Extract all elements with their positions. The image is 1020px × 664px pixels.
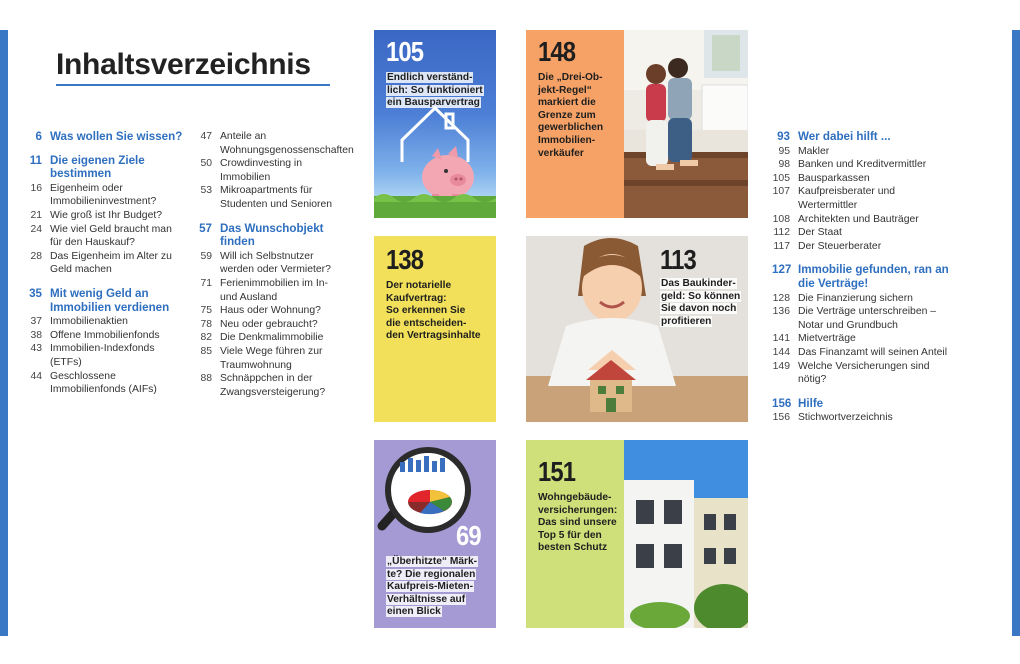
toc-entry[interactable] (194, 250, 346, 277)
toc-page-number: 88 (200, 373, 212, 385)
toc-page-number: 127 (772, 263, 792, 277)
tile-151-caption-line: Top 5 für den (538, 529, 602, 541)
toc-page-number: 50 (200, 158, 212, 170)
toc-entry-title: Immobilienaktien (50, 316, 128, 328)
toc-page-number: 11 (29, 153, 42, 167)
toc-page-number: 128 (772, 292, 790, 304)
toc-section (772, 130, 952, 253)
tile-148-caption (538, 72, 624, 160)
toc-entry-title: Mikroapartments für Studenten und Senioren (220, 185, 333, 210)
toc-entry-title: Crowdinvesting in Immobilien (220, 158, 303, 183)
toc-entry[interactable] (772, 158, 952, 172)
tile-69-caption-line: Kaufpreis-Mieten- (387, 581, 474, 593)
toc-entry[interactable] (772, 360, 952, 387)
toc-entry-title: Viele Wege führen zur Traumwohnung (220, 345, 323, 371)
toc-page-number: 16 (30, 182, 42, 194)
toc-column-3 (772, 130, 952, 425)
tile-151-caption-line: besten Schutz (538, 542, 608, 554)
toc-entry-title: Schnäppchen in der Zwangsversteigerung? (220, 373, 326, 398)
toc-entry[interactable] (772, 172, 952, 186)
toc-entry-title: Der Steuerberater (798, 240, 882, 252)
house-facade-photo (624, 440, 748, 628)
tile-151[interactable] (526, 440, 748, 628)
tile-113-page-number: 113 (660, 244, 696, 275)
toc-page-number: 117 (773, 240, 790, 252)
tile-148-caption-line: jekt-Regel“ (538, 84, 592, 96)
tile-113-caption-line: profitieren (661, 315, 712, 327)
tile-138-caption-line: So erkennen Sie (386, 305, 466, 317)
toc-page-number: 144 (772, 346, 790, 358)
toc-entry[interactable] (194, 157, 346, 184)
toc-entry[interactable] (24, 209, 184, 223)
tile-105[interactable] (374, 30, 496, 218)
toc-entry-title: Makler (798, 145, 830, 157)
couple-on-stairs-photo (624, 30, 748, 218)
toc-entry-title: Wie groß ist Ihr Budget? (50, 209, 163, 221)
toc-page-number: 21 (30, 209, 42, 221)
tile-113[interactable] (526, 236, 748, 422)
toc-entry-title: Die Denkmalimmobilie (220, 332, 324, 344)
tile-148-caption-line: Grenze zum (538, 109, 596, 121)
toc-section (194, 130, 354, 212)
toc-page-number: 37 (30, 316, 42, 328)
toc-entry-title: Mietverträge (798, 333, 856, 345)
tile-105-caption-line: ein Bausparvertrag (387, 97, 480, 109)
tile-138-caption-line: Der notarielle (386, 280, 452, 291)
toc-entry[interactable] (772, 346, 952, 360)
toc-entry[interactable] (194, 130, 354, 157)
toc-page-number: 112 (773, 227, 790, 239)
toc-entry-title: Neu oder gebraucht? (220, 318, 318, 330)
toc-entry-title: Architekten und Bauträger (798, 213, 919, 225)
toc-entry-title: Wie viel Geld braucht man für den Hauskauf? (50, 223, 172, 249)
toc-page-number: 78 (200, 318, 212, 330)
toc-entry[interactable] (194, 318, 346, 332)
tile-148-caption-line: Immobilien- (538, 134, 596, 146)
tile-69-page-number: 69 (456, 520, 481, 551)
toc-entry[interactable] (772, 292, 952, 306)
tile-69-caption-line: Verhältnisse auf (387, 593, 466, 605)
tile-148-caption-line: Die „Drei-Ob- (538, 72, 603, 83)
toc-entry[interactable] (772, 305, 952, 332)
toc-entry[interactable] (194, 184, 346, 211)
tile-69-caption-line: „Überhitzte“ Märk- (387, 556, 478, 567)
toc-chapter-heading[interactable] (772, 397, 952, 411)
toc-entry-title: Anteile an Wohnungsgenossenschaften (220, 131, 354, 156)
toc-entry[interactable] (24, 182, 184, 209)
toc-entry[interactable] (194, 345, 346, 372)
toc-chapter-heading[interactable] (24, 154, 184, 181)
toc-entry-title: Banken und Kreditvermittler (798, 159, 927, 171)
toc-page-number: 107 (772, 186, 790, 198)
tile-113-caption-line: Das Baukinder- (661, 278, 736, 289)
left-edge-bar (0, 30, 8, 636)
toc-section (24, 154, 184, 277)
toc-entry[interactable] (24, 329, 184, 343)
toc-page-number: 53 (200, 185, 212, 197)
toc-entry-title: Geschlossene Immobilienfonds (AIFs) (50, 370, 157, 396)
child-with-toy-house-photo (526, 236, 748, 422)
toc-entry[interactable] (24, 223, 184, 250)
toc-section (24, 130, 184, 144)
toc-page-number: 24 (30, 223, 42, 235)
toc-page-number: 28 (30, 250, 42, 262)
tile-151-caption-line: Wohngebäude- (538, 492, 612, 503)
toc-page-number: 136 (772, 306, 790, 318)
tile-105-page-number: 105 (386, 36, 424, 67)
toc-entry[interactable] (24, 315, 184, 329)
toc-page-number: 43 (30, 343, 42, 355)
page-title: Inhaltsverzeichnis (56, 48, 311, 81)
toc-entry[interactable] (24, 342, 184, 369)
toc-entry[interactable] (772, 185, 952, 212)
toc-entry[interactable] (24, 250, 184, 277)
toc-chapter-title: Hilfe (798, 396, 824, 410)
toc-chapter-heading[interactable] (24, 287, 184, 314)
toc-chapter-title: Immobilie gefunden, ran an die Verträge! (798, 263, 949, 290)
tile-113-caption-line: Sie davon noch (661, 303, 737, 315)
toc-page-number: 47 (200, 131, 212, 142)
toc-entry-title: Kaufpreisberater und Wertermittler (798, 186, 896, 211)
toc-page-number: 156 (772, 396, 792, 410)
toc-page-number: 6 (35, 130, 42, 143)
title-underline (56, 84, 330, 86)
toc-chapter-title: Wer dabei hilft ... (798, 130, 891, 143)
toc-entry[interactable] (194, 304, 346, 318)
toc-chapter-heading[interactable] (194, 222, 346, 249)
toc-entry-title: Das Finanzamt will seinen Anteil (798, 346, 947, 358)
tile-69[interactable] (374, 440, 496, 628)
tile-148-caption-line: gewerblichen (538, 122, 604, 134)
toc-chapter-heading[interactable] (24, 130, 184, 144)
toc-page-number: 35 (29, 286, 42, 300)
tile-105-caption-line: Endlich verständ- (387, 72, 473, 83)
toc-chapter-title: Die eigenen Ziele bestimmen (50, 153, 145, 181)
toc-entry[interactable] (772, 411, 952, 425)
tile-138[interactable] (374, 236, 496, 422)
toc-entry-title: Die Finanzierung sichern (798, 292, 913, 304)
toc-page-number: 59 (200, 250, 212, 262)
tile-148-page-number: 148 (538, 36, 576, 67)
right-edge-bar (1012, 30, 1020, 636)
tile-148-caption-line: verkäufer (538, 147, 584, 159)
toc-page-number: 93 (777, 130, 790, 143)
toc-page-number: 149 (772, 360, 790, 372)
tile-148[interactable] (526, 30, 748, 218)
toc-entry-title: Ferienimmobilien im In- und Ausland (220, 277, 328, 303)
toc-entry-title: Stichwortverzeichnis (798, 412, 893, 424)
toc-column-2 (194, 130, 354, 399)
toc-page-number: 95 (778, 145, 790, 157)
toc-entry-title: Eigenheim oder Immobilieninvestment? (50, 182, 157, 208)
toc-entry-title: Der Staat (798, 227, 842, 239)
tile-69-caption-line: te? Die regionalen (387, 568, 476, 580)
tile-69-caption-line: einen Blick (387, 606, 441, 618)
toc-entry[interactable] (194, 372, 346, 399)
tile-151-caption-line: versicherungen: (538, 504, 618, 516)
tile-138-page-number: 138 (386, 244, 424, 275)
toc-chapter-heading[interactable] (772, 263, 952, 290)
toc-entry-title: Immobilien-Indexfonds (ETFs) (50, 343, 155, 368)
toc-section (24, 287, 184, 397)
toc-entry-title: Offene Immobilienfonds (50, 329, 160, 341)
toc-page-number: 98 (778, 159, 790, 171)
toc-entry-title: Bausparkassen (798, 172, 870, 184)
toc-chapter-heading[interactable] (772, 130, 952, 144)
toc-entry-title: Das Eigenheim im Alter zu Geld machen (50, 250, 172, 276)
toc-entry-title: Welche Versicherungen sind nötig? (798, 360, 930, 386)
toc-entry[interactable] (772, 226, 952, 240)
toc-page-number: 75 (200, 305, 212, 317)
toc-entry[interactable] (194, 331, 346, 345)
tile-105-caption-line: lich: So funktioniert (387, 84, 483, 96)
toc-entry[interactable] (772, 145, 952, 159)
toc-entry[interactable] (772, 240, 952, 254)
tile-151-caption (538, 492, 624, 555)
toc-entry-title: Haus oder Wohnung? (220, 305, 321, 317)
toc-page-number: 71 (200, 277, 212, 289)
toc-page-number: 82 (200, 332, 212, 344)
tile-138-caption-line: die entscheiden- (386, 317, 467, 329)
toc-chapter-title: Was wollen Sie wissen? (50, 130, 183, 143)
toc-page-number: 108 (772, 213, 790, 225)
toc-entry[interactable] (24, 370, 184, 397)
tile-148-caption-line: markiert die (538, 97, 596, 109)
tile-151-caption-line: Das sind unsere (538, 517, 617, 529)
toc-page-number: 57 (199, 221, 212, 235)
toc-chapter-title: Das Wunschobjekt finden (220, 221, 324, 249)
toc-page-number: 141 (772, 333, 790, 345)
toc-page-number: 44 (30, 370, 42, 382)
toc-entry-title: Will ich Selbstnutzer werden oder Vermieter? (220, 250, 331, 276)
tile-138-caption (386, 280, 496, 343)
tile-113-caption (660, 278, 748, 328)
tile-113-caption-line: geld: So können (661, 290, 741, 302)
tile-105-caption (386, 72, 496, 110)
toc-entry-title: Die Verträge unterschreiben – Notar und Grundbuch (798, 306, 937, 331)
toc-page-number: 38 (30, 329, 42, 341)
toc-column-1 (24, 130, 184, 397)
toc-section (772, 397, 952, 425)
toc-section (772, 263, 952, 386)
toc-entry[interactable] (194, 277, 346, 304)
tile-138-caption-line: den Vertragsinhalte (386, 330, 481, 342)
tile-138-caption-line: Kaufvertrag: (386, 292, 447, 304)
tile-151-page-number: 151 (538, 456, 576, 487)
tile-69-caption (386, 556, 496, 619)
toc-page-number: 156 (772, 412, 790, 424)
toc-page-number: 85 (200, 345, 212, 357)
toc-entry[interactable] (772, 332, 952, 346)
toc-chapter-title: Mit wenig Geld an Immobilien verdienen (50, 286, 170, 314)
toc-entry[interactable] (772, 213, 952, 227)
toc-page-number: 105 (772, 172, 790, 184)
toc-section (194, 222, 346, 400)
